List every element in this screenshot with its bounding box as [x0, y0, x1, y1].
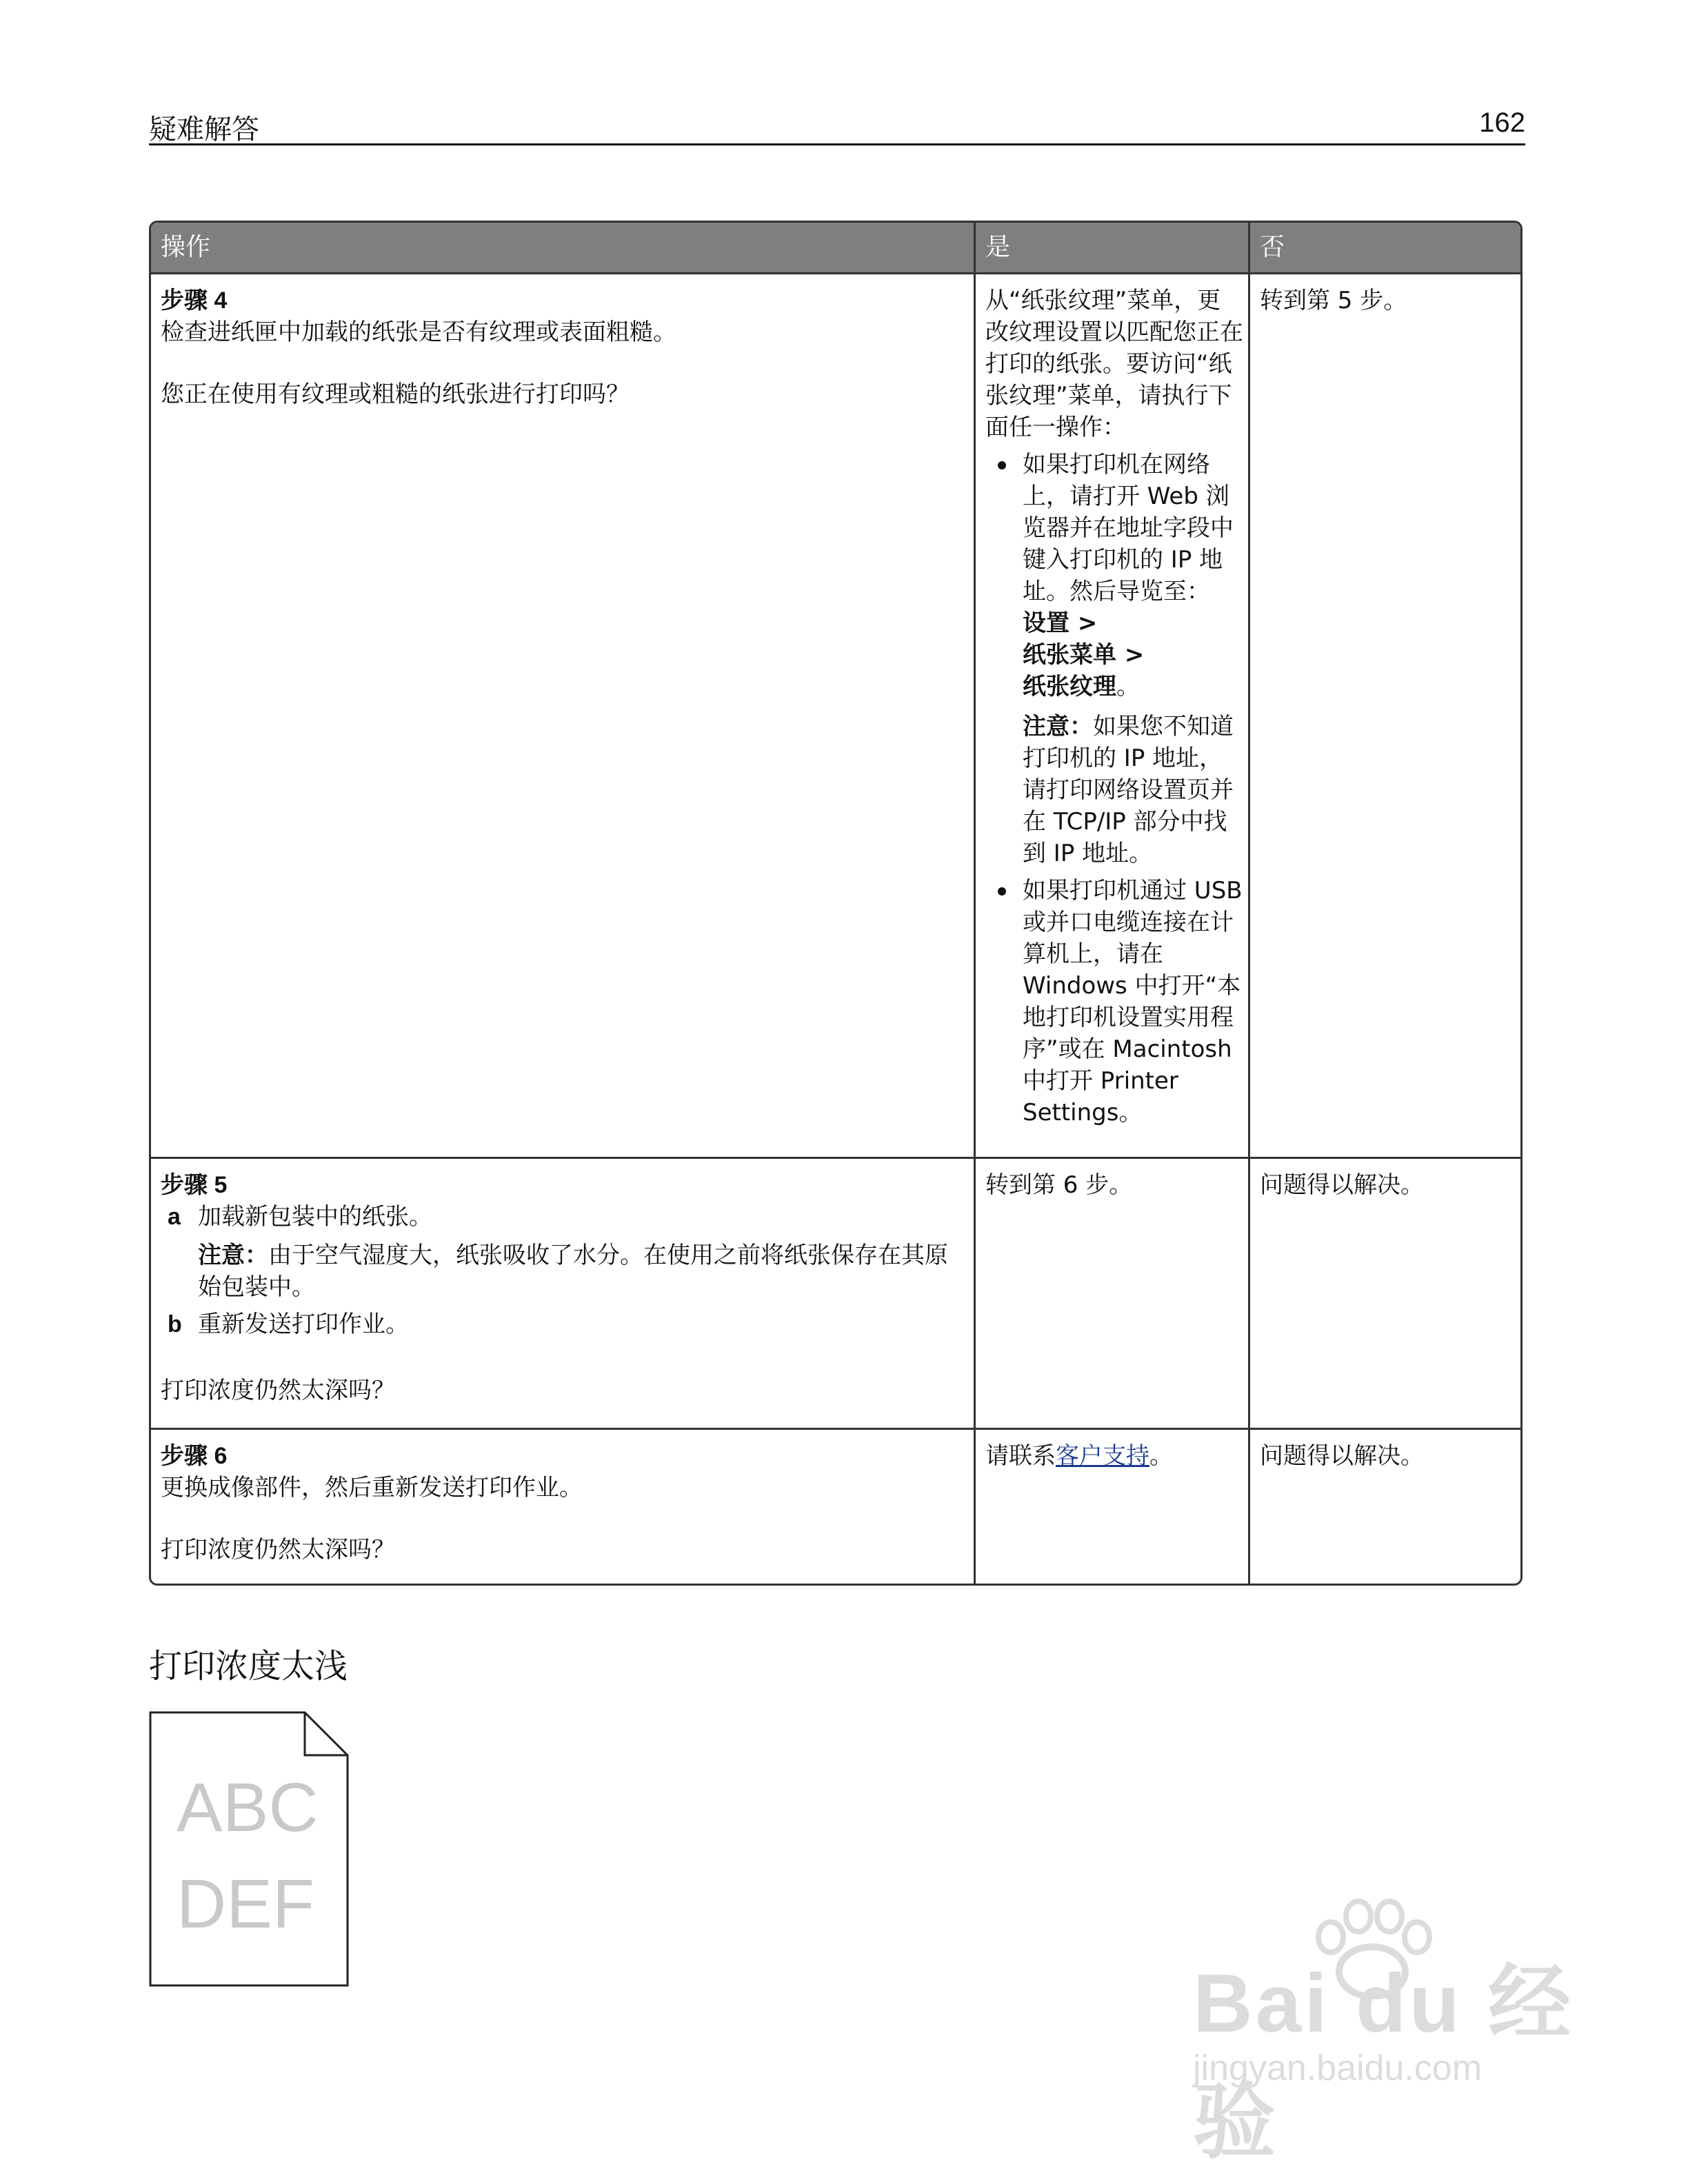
watermark-brand: Bai du 经验 [1193, 1957, 1574, 2168]
menu-path-paper-menu: 纸张菜单 > [1023, 641, 1145, 669]
table-row-step-5-no: 问题得以解决。 [1260, 1171, 1424, 1199]
section-heading: 打印浓度太浅 [149, 1647, 348, 1686]
note [161, 1240, 964, 1303]
customer-support-link[interactable]: 客户支持 [1056, 1442, 1149, 1470]
punctuation: 。 [1149, 1442, 1173, 1470]
light-print-illustration [149, 1711, 349, 1987]
column-divider [1248, 223, 1250, 1584]
list-item [985, 875, 1244, 1129]
watermark-url: jingyan.baidu.com [1193, 2048, 1483, 2088]
bullet-icon [998, 461, 1006, 469]
step-question: 打印浓度仍然太深吗？ [161, 1377, 395, 1404]
sample-line-1: ABC [177, 1769, 319, 1846]
page-header [149, 105, 1525, 145]
punctuation: 。 [1116, 673, 1140, 700]
note-text: 由于空气湿度大，纸张吸收了水分。在使用之前将纸张保存在其原始包装中。 [198, 1242, 948, 1301]
menu-path-settings: 设置 > [1023, 609, 1098, 637]
substep-a [161, 1201, 964, 1233]
substep-letter: a [168, 1204, 181, 1230]
table-row-step-4-action [151, 275, 974, 410]
step-question: 打印浓度仍然太深吗？ [161, 1536, 395, 1564]
row-divider [151, 1157, 1520, 1159]
menu-path-paper-texture: 纸张纹理 [1023, 673, 1116, 700]
troubleshooting-table [149, 221, 1523, 1586]
bullet-icon [998, 887, 1006, 896]
table-row-step-5-yes: 转到第 6 步。 [985, 1171, 1133, 1199]
table-row-step-6-yes [976, 1430, 1248, 1472]
column-header-action: 操作 [161, 233, 211, 261]
table-row-step-6-no: 问题得以解决。 [1260, 1442, 1424, 1470]
column-header-yes: 是 [985, 233, 1011, 261]
step-question: 您正在使用有纹理或粗糙的纸张进行打印吗？ [161, 381, 630, 408]
step-title: 步骤 6 [161, 1443, 228, 1469]
substep-b [161, 1308, 964, 1340]
option-usb-text: 如果打印机通过 USB 或并口电缆连接在计算机上，请在 Windows 中打开“本地打印机设置实用程序”或在 Macintosh 中打开 Printer Settings。 [1023, 877, 1243, 1126]
row-divider [151, 272, 1520, 274]
contact-prefix: 请联系 [985, 1442, 1056, 1470]
column-header-no: 否 [1260, 233, 1285, 261]
substep-text: 加载新包装中的纸张。 [198, 1203, 432, 1231]
option-network-text: 如果打印机在网络上，请打开 Web 浏览器并在地址字段中键入打印机的 IP 地址。然后导览至： [1023, 451, 1234, 605]
step-title: 步骤 5 [161, 1172, 228, 1198]
step-instruction: 更换成像部件，然后重新发送打印作业。 [161, 1474, 583, 1502]
note-label: 注意： [198, 1242, 268, 1269]
note-text: 如果您不知道打印机的 IP 地址，请打印网络设置页并在 TCP/IP 部分中找到 IP 地址。 [1023, 713, 1234, 867]
substep-letter: b [168, 1311, 182, 1337]
row-divider [151, 1428, 1520, 1430]
header-section-title: 疑难解答 [149, 114, 259, 145]
page-number: 162 [1479, 108, 1525, 138]
note [1023, 711, 1244, 869]
yes-intro: 从“纸张纹理”菜单，更改纹理设置以匹配您正在打印的纸张。要访问“纸张纹理”菜单，请执行下面任一操作： [985, 287, 1243, 441]
list-item [985, 449, 1244, 869]
sample-print-text [177, 1759, 319, 1952]
watermark [1165, 1896, 1593, 2168]
option-list [985, 449, 1244, 1129]
table-row-step-6-action [151, 1430, 974, 1566]
step-title: 步骤 4 [161, 287, 228, 314]
table-row-step-4-yes [976, 275, 1248, 1133]
substep-text: 重新发送打印作业。 [198, 1311, 409, 1338]
table-row-step-5-action [151, 1160, 974, 1406]
note-label: 注意： [1023, 713, 1093, 740]
sample-line-2: DEF [177, 1866, 314, 1943]
step-instruction: 检查进纸匣中加载的纸张是否有纹理或表面粗糙。 [161, 318, 676, 346]
table-row-step-4-no: 转到第 5 步。 [1260, 287, 1407, 314]
